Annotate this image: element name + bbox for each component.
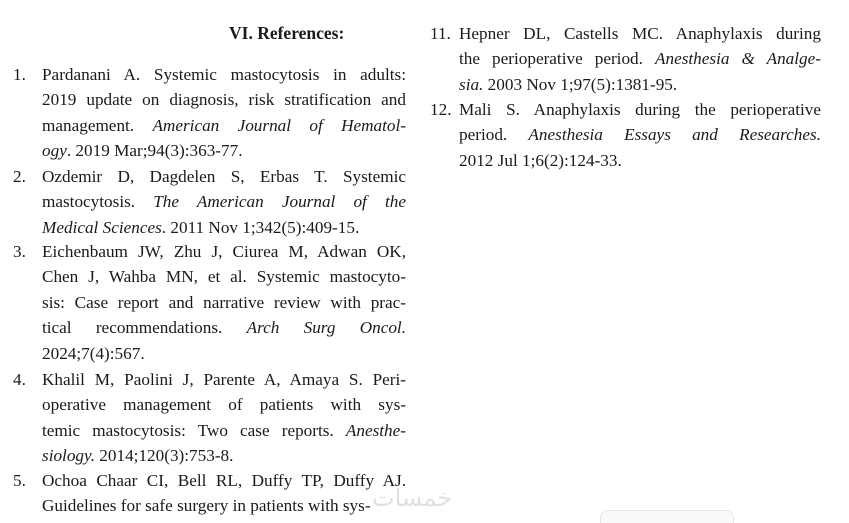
- reference-line: [459, 148, 821, 173]
- reference-line: [42, 367, 406, 392]
- reference-segment: . 2019 Mar;94(3):363-77.: [66, 141, 243, 161]
- reference-segment: period.: [459, 125, 529, 145]
- reference-segment: 2024;7(4):567.: [42, 343, 145, 363]
- reference-number: 3.: [13, 242, 26, 261]
- reference-text: [42, 468, 406, 519]
- reference-line: [42, 215, 406, 240]
- reference-italic-segment: Anesthesia Essays and Researches.: [528, 125, 821, 145]
- reference-line: [42, 290, 406, 315]
- reference-italic-segment: siology.: [42, 446, 95, 466]
- reference-line: [42, 113, 406, 138]
- reference-line: [459, 21, 821, 46]
- reference-text: [459, 97, 821, 173]
- reference-segment: operative management of patients with sys-: [42, 395, 406, 415]
- reference-segment: Hepner DL, Castells MC. Anaphylaxis during: [459, 24, 821, 43]
- reference-line: [42, 87, 406, 112]
- reference-segment: Guidelines for safe surgery in patients with sys-: [42, 496, 371, 516]
- reference-italic-segment: ogy: [42, 141, 67, 161]
- reference-italic-segment: Arch Surg Oncol.: [246, 318, 406, 338]
- reference-line: [42, 164, 406, 189]
- reference-segment: sis: Case report and narrative review with prac-: [42, 292, 406, 312]
- reference-segment: mastocytosis.: [42, 192, 154, 212]
- reference-text: [42, 239, 406, 366]
- reference-segment: temic mastocytosis: Two case reports.: [42, 420, 346, 440]
- reference-text: [459, 21, 821, 97]
- reference-text: [42, 62, 406, 164]
- reference-line: [42, 341, 406, 366]
- reference-text: [42, 164, 406, 240]
- reference-line: [42, 264, 406, 289]
- reference-segment: Ochoa Chaar CI, Bell RL, Duffy TP, Duffy AJ.: [42, 471, 406, 490]
- reference-line: [459, 72, 821, 97]
- reference-line: [42, 62, 406, 87]
- reference-italic-segment: Anesthesia & Analge-: [654, 49, 821, 69]
- reference-number: 5.: [13, 471, 26, 490]
- watermark-logo: خمسات: [372, 484, 453, 512]
- reference-segment: Khalil M, Paolini J, Parente A, Amaya S. Peri-: [42, 370, 406, 389]
- reference-line: [42, 493, 406, 518]
- reference-segment: the perioperative period.: [459, 49, 655, 69]
- watermark-tab: [600, 510, 734, 523]
- reference-italic-segment: The American Journal of the: [153, 192, 406, 212]
- reference-segment: Mali S. Anaphylaxis during the perioperative: [459, 100, 821, 119]
- reference-number: 1.: [13, 65, 26, 84]
- reference-italic-segment: American Journal of Hematol-: [152, 115, 406, 135]
- reference-line: [459, 122, 821, 147]
- reference-line: [42, 392, 406, 417]
- reference-text: [42, 367, 406, 469]
- reference-segment: tical recommendations.: [42, 318, 247, 338]
- reference-line: [42, 468, 406, 493]
- reference-segment: 2003 Nov 1;97(5):1381-95.: [483, 74, 678, 94]
- reference-line: [459, 97, 821, 122]
- reference-segment: 2019 update on diagnosis, risk stratification and: [42, 90, 406, 110]
- reference-italic-segment: Medical Sciences: [42, 217, 162, 237]
- reference-number: 12.: [430, 100, 452, 119]
- reference-line: [42, 138, 406, 163]
- reference-segment: 2014;120(3):753-8.: [95, 446, 234, 466]
- reference-line: [42, 443, 406, 468]
- reference-number: 11.: [430, 24, 451, 43]
- reference-line: [42, 315, 406, 340]
- reference-segment: Eichenbaum JW, Zhu J, Ciurea M, Adwan OK,: [42, 242, 406, 261]
- reference-number: 4.: [13, 370, 26, 389]
- reference-line: [42, 418, 406, 443]
- reference-segment: Ozdemir D, Dagdelen S, Erbas T. Systemic: [42, 167, 406, 186]
- reference-segment: . 2011 Nov 1;342(5):409-15.: [161, 217, 360, 237]
- reference-italic-segment: Anesthe-: [345, 420, 406, 440]
- reference-number: 2.: [13, 167, 26, 186]
- references-heading: VI. References:: [229, 23, 345, 43]
- reference-segment: 2012 Jul 1;6(2):124-33.: [459, 150, 622, 170]
- reference-italic-segment: sia.: [459, 74, 484, 94]
- reference-line: [42, 189, 406, 214]
- reference-segment: Chen J, Wahba MN, et al. Systemic mastocyto-: [42, 267, 406, 287]
- reference-segment: Pardanani A. Systemic mastocytosis in adults:: [42, 65, 406, 84]
- reference-line: [42, 239, 406, 264]
- reference-line: [459, 46, 821, 71]
- reference-segment: management.: [42, 115, 153, 135]
